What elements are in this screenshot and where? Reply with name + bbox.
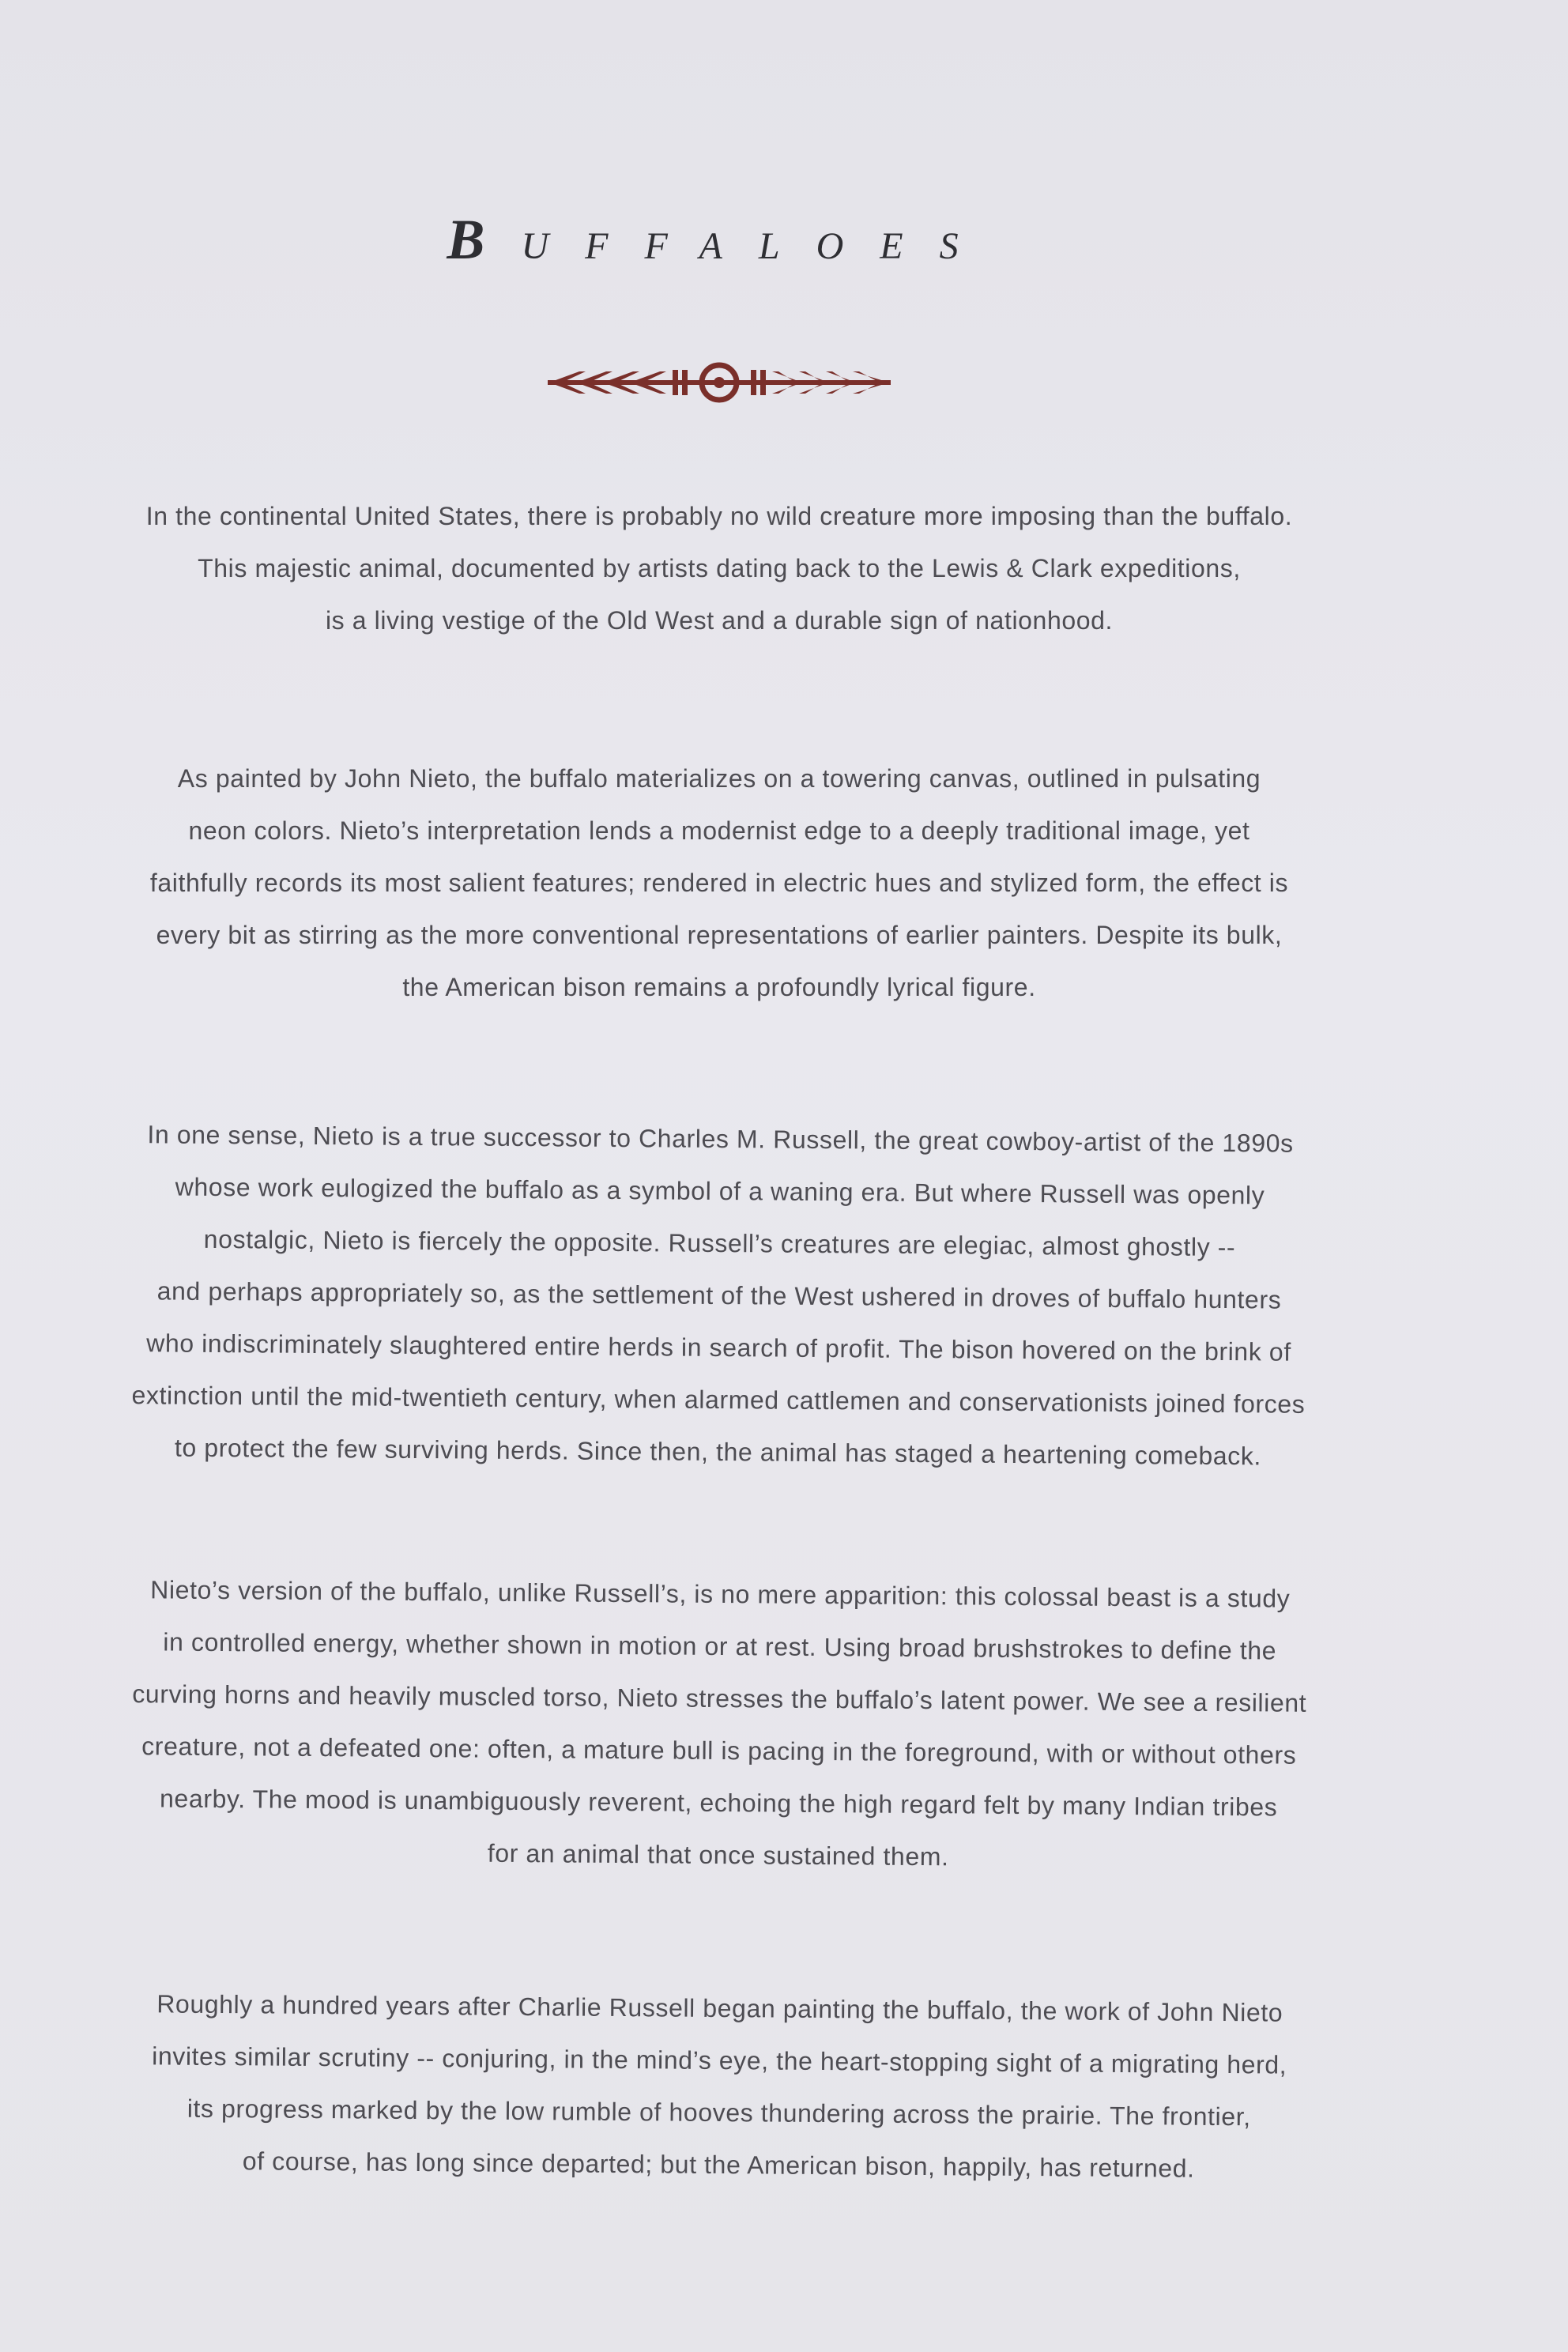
paragraph-1 xyxy=(55,490,1383,646)
text-line: nearby. The mood is unambiguously reverent, echoing the high regard felt by many Indian tribes xyxy=(159,1784,1278,1822)
text-line: faithfully records its most salient features; rendered in electric hues and stylized form, the effect is xyxy=(149,869,1289,897)
page-title xyxy=(0,207,1442,273)
text-line: for an animal that once sustained them. xyxy=(487,1838,949,1871)
text-line: every bit as stirring as the more conventional representations of earlier painters. Despite its bulk, xyxy=(156,921,1283,949)
text-line: who indiscriminately slaughtered entire herds in search of profit. The bison hovered on the brink of xyxy=(146,1329,1291,1366)
text-line: In one sense, Nieto is a true successor to Charles M. Russell, the great cowboy-artist of the 1890s xyxy=(147,1120,1294,1158)
text-line: In the continental United States, there is probably no wild creature more imposing than the buffalo. xyxy=(145,502,1293,530)
text-line: As painted by John Nieto, the buffalo materializes on a towering canvas, outlined in pulsating xyxy=(177,764,1261,793)
text-line: extinction until the mid-twentieth century, when alarmed cattlemen and conservationists joined forces xyxy=(131,1381,1306,1419)
text-line: the American bison remains a profoundly lyrical figure. xyxy=(402,973,1036,1001)
title-initial: B xyxy=(447,208,522,271)
paragraph-3 xyxy=(54,1107,1385,1483)
text-line: to protect the few surviving herds. Since then, the animal has staged a heartening comeback. xyxy=(174,1433,1262,1471)
text-line: Roughly a hundred years after Charlie Russell began painting the buffalo, the work of John Nieto xyxy=(156,1989,1283,2027)
title-rest: UFFALOES xyxy=(521,225,995,267)
text-line: creature, not a defeated one: often, a mature bull is pacing in the foreground, with or without others xyxy=(141,1732,1297,1770)
text-line: its progress marked by the low rumble of hooves thundering across the prairie. The frontier, xyxy=(187,2094,1251,2132)
text-line: of course, has long since departed; but the American bison, happily, has returned. xyxy=(242,2147,1195,2183)
paragraph-5 xyxy=(55,1977,1384,2196)
text-line: in controlled energy, whether shown in motion or at rest. Using broad brushstrokes to define the xyxy=(163,1627,1277,1665)
text-line: nostalgic, Nieto is fiercely the opposite. Russell’s creatures are elegiac, almost ghostly -- xyxy=(203,1224,1236,1262)
text-line: neon colors. Nieto’s interpretation lends a modernist edge to a deeply traditional image, yet xyxy=(188,816,1250,845)
text-line: whose work eulogized the buffalo as a symbol of a waning era. But where Russell was openly xyxy=(175,1172,1265,1210)
paragraph-2 xyxy=(55,752,1383,1013)
text-line: Nieto’s version of the buffalo, unlike Russell’s, is no mere apparition: this colossal beast is a study xyxy=(150,1575,1291,1613)
paragraph-4 xyxy=(54,1562,1384,1886)
arrow-ornament-icon xyxy=(548,360,891,405)
text-line: curving horns and heavily muscled torso, Nieto stresses the buffalo’s latent power. We see a resilient xyxy=(132,1679,1307,1717)
text-line: is a living vestige of the Old West and a durable sign of nationhood. xyxy=(325,606,1114,635)
text-line: invites similar scrutiny -- conjuring, in the mind’s eye, the heart-stopping sight of a migrating herd, xyxy=(152,2041,1287,2079)
text-line: and perhaps appropriately so, as the settlement of the West ushered in droves of buffalo hunters xyxy=(156,1276,1282,1314)
text-line: This majestic animal, documented by artists dating back to the Lewis & Clark expeditions, xyxy=(198,554,1241,582)
